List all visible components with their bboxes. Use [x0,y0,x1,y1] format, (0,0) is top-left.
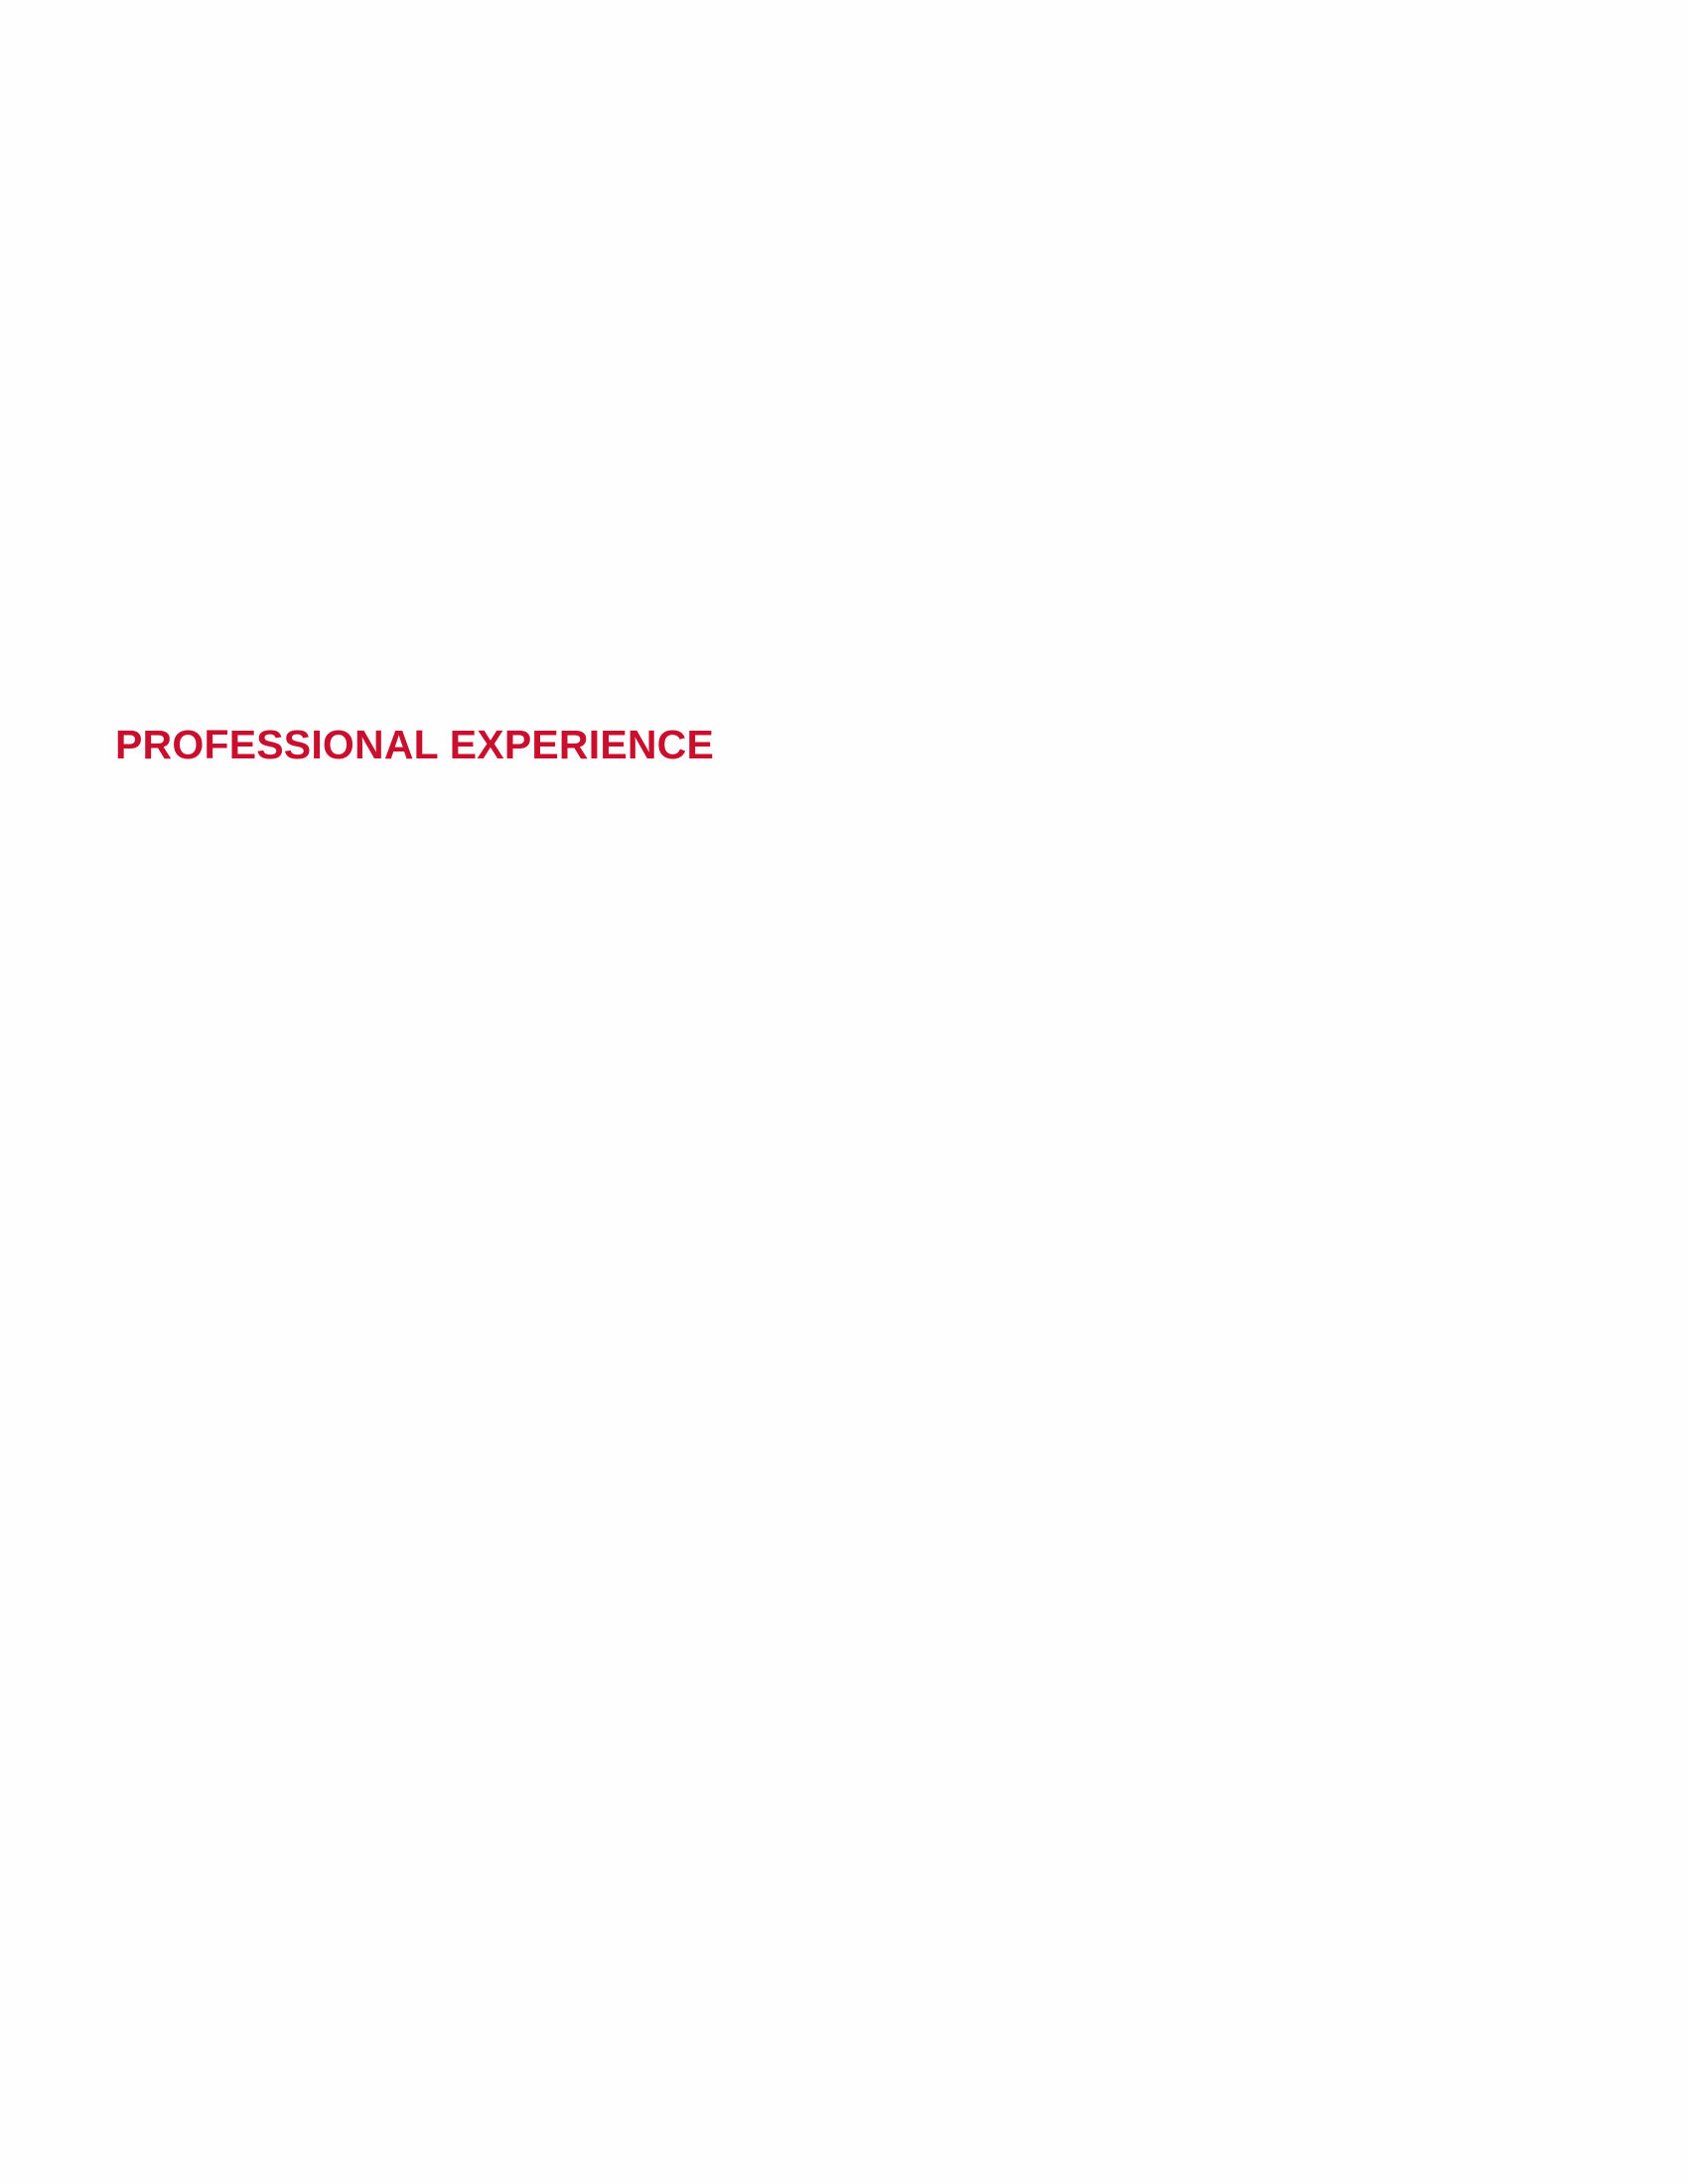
section-heading-professional-experience: PROFESSIONAL EXPERIENCE [115,722,715,767]
